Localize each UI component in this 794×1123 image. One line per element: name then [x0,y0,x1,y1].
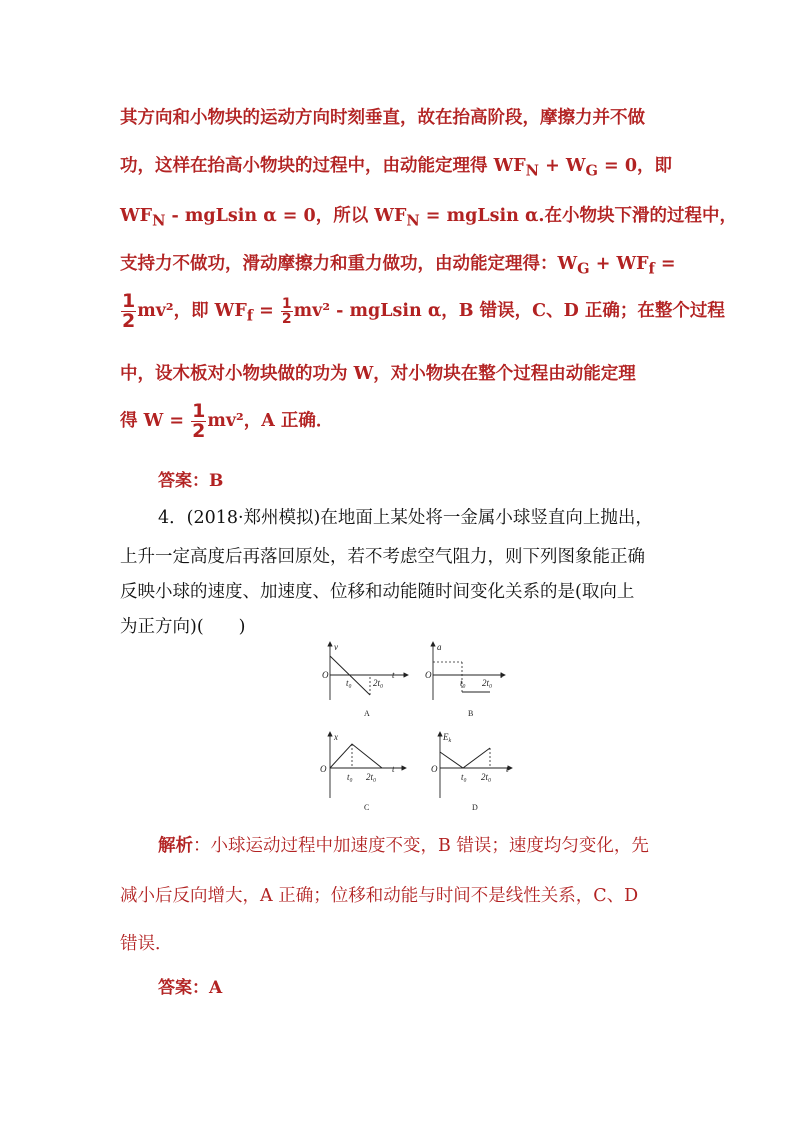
y-label [442,732,452,744]
y-label: x [334,732,338,742]
subscript: N [152,212,166,230]
origin-label: O [320,764,327,774]
answer-label: 答案： [158,471,209,491]
denominator: 2 [122,310,136,332]
text: = [253,301,280,321]
subscript: f [246,307,254,325]
prev-solution-line-7 [120,402,333,441]
prev-solution-line-6: 中，设木板对小物块做的功为 W，对小物块在整个过程由动能定理 [120,364,636,384]
y-label-sub: k [448,738,452,744]
text: mv²，即 WF [137,301,247,321]
question-line-4: 为正方向)( ) [120,617,246,637]
2t0-label: 2t₀ [373,678,384,688]
x-label: t [392,764,395,774]
subscript: G [585,162,598,180]
origin-label: O [425,670,432,680]
displacement-line [330,744,382,768]
graph-d [431,732,512,812]
question-line-1: 4．(2018·郑州模拟)在地面上某处将一金属小球竖直向上抛出， [158,508,653,528]
prev-solution-line-4 [120,250,676,278]
text: mv²，A 正确． [207,411,334,431]
solution-line-3: 错误． [120,934,173,954]
subscript: N [406,212,420,230]
caption-a: A [364,709,370,718]
answer-graphs [300,640,530,815]
numerator: 1 [281,296,292,312]
t0-label: t₀ [461,772,467,782]
origin-label: O [322,670,329,680]
2t0-label: 2t₀ [482,678,493,688]
x-label: t [500,670,503,680]
text: = mgLsin α.在小物块下滑的过程中， [419,206,737,226]
caption-d: D [472,803,478,812]
x-label: t [392,670,395,680]
denominator: 2 [281,311,292,327]
t0-label: t₀ [347,772,353,782]
text: 支持力不做功，滑动摩擦力和重力做功，由动能定理得：W [120,254,578,274]
solution-line-1 [158,832,649,857]
question-line-3: 反映小球的速度、加速度、位移和动能随时间变化关系的是(取向上 [120,582,635,602]
caption-c: C [364,803,370,812]
caption-b: B [468,709,474,718]
solution-label: 解析 [158,836,193,856]
fraction-half [121,292,136,331]
text: 小球运动过程中加速度不变，B 错误；速度均匀变化，先 [210,836,649,856]
text: - mgLsin α = 0，所以 WF [165,206,407,226]
y-label: v [334,642,338,652]
subscript: N [525,162,539,180]
2t0-label: 2t₀ [481,772,492,782]
graph-c [320,732,406,812]
y-label: a [437,642,442,652]
subscript: G [577,260,590,278]
velocity-line [330,656,370,695]
answer-label: 答案： [158,978,209,998]
answer-value: A [209,978,223,998]
text: 功，这样在抬高小物块的过程中，由动能定理得 WF [120,156,526,176]
prev-solution-line-1: 其方向和小物块的运动方向时刻垂直，故在抬高阶段，摩擦力并不做 [120,108,645,128]
numerator: 1 [192,400,206,422]
text: + W [539,156,586,176]
solution-line-2: 减小后反向增大，A 正确；位移和动能与时间不是线性关系，C、D [120,886,639,906]
t0-label: t₀ [346,678,352,688]
2t0-label: 2t₀ [366,772,377,782]
prev-solution-line-5 [120,292,725,331]
text: mv² - mgLsin α，B 错误，C、D 正确；在整个过程 [293,301,725,321]
final-answer [158,973,222,998]
text: + WF [589,254,649,274]
kinetic-energy-line [440,748,490,768]
fraction-half [281,297,293,326]
x-label: t [506,764,509,774]
text: 得 W = [120,411,191,431]
fraction-half [191,402,206,441]
denominator: 2 [192,420,206,442]
graph-b [425,642,505,718]
text: WF [120,206,153,226]
numerator: 1 [122,290,136,312]
answer-value: B [209,471,224,491]
t0-label: t₀ [460,678,466,688]
prev-answer [158,466,223,491]
origin-label: O [431,764,438,774]
text: = 0，即 [597,156,672,176]
text: ： [193,836,211,856]
graph-a [322,642,408,718]
prev-solution-line-3 [120,202,737,230]
subscript: f [648,260,655,278]
y-label-main: E [443,732,449,742]
text: = [654,254,676,274]
question-line-2: 上升一定高度后再落回原处，若不考虑空气阻力，则下列图象能正确 [120,547,645,567]
prev-solution-line-2 [120,152,672,180]
